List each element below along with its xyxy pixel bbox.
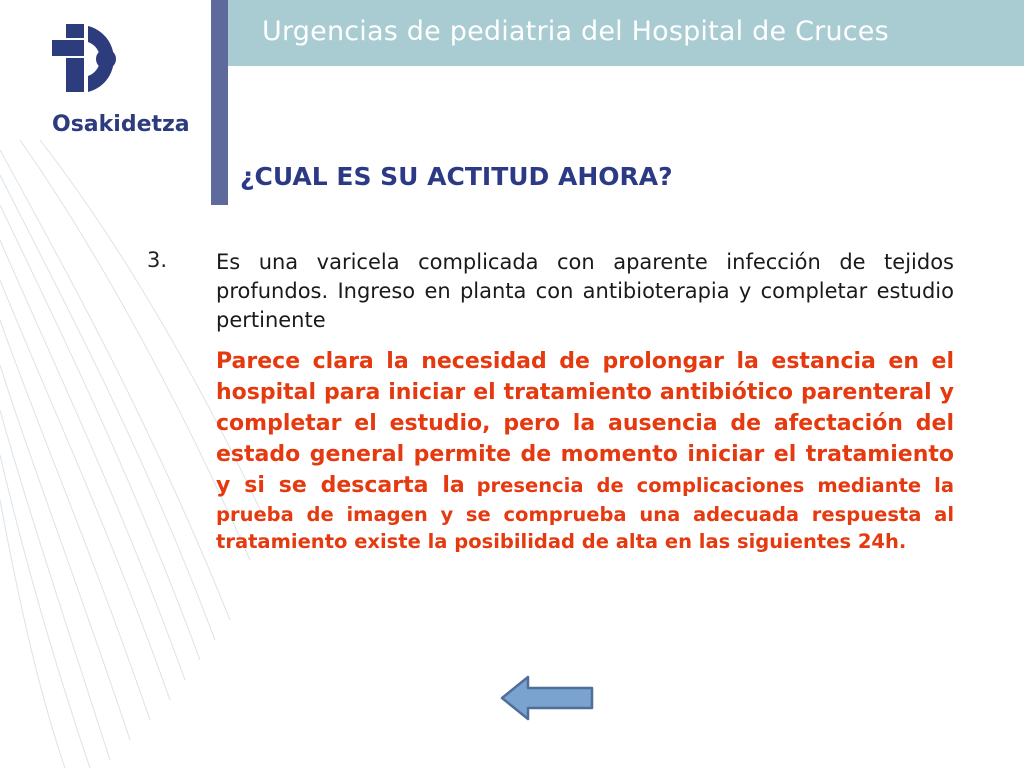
emphasis-text-large: Parece clara la necesidad de prolongar la estancia en el hospital para iniciar el tratamiento antibiótico parenteral y completar el estudio, pero la ausencia de afectación del estado general permite de momento iniciar el tratamiento y si se descarta la: [216, 349, 954, 498]
osakidetza-logo-icon: [52, 24, 124, 94]
emphasis-text-small: presencia de complicaciones mediante la prueba de imagen y se comprueba una adecuada respuesta al tratamiento existe la posibilidad de alta en las siguientes 24h.: [216, 474, 954, 553]
back-arrow-button[interactable]: [498, 674, 598, 722]
item-number: 3.: [147, 248, 168, 272]
emphasis-paragraph: [216, 346, 954, 555]
header-title: Urgencias de pediatria del Hospital de Cruces: [262, 16, 889, 47]
item-text: Es una varicela complicada con aparente infección de tejidos profundos. Ingreso en planta con antibioterapia y completar estudio pertinente: [216, 250, 954, 332]
slide-title: ¿CUAL ES SU ACTITUD AHORA?: [240, 162, 673, 191]
vertical-accent-bar: [211, 0, 228, 205]
left-arrow-icon: [502, 677, 592, 719]
logo-text: Osakidetza: [52, 112, 190, 137]
